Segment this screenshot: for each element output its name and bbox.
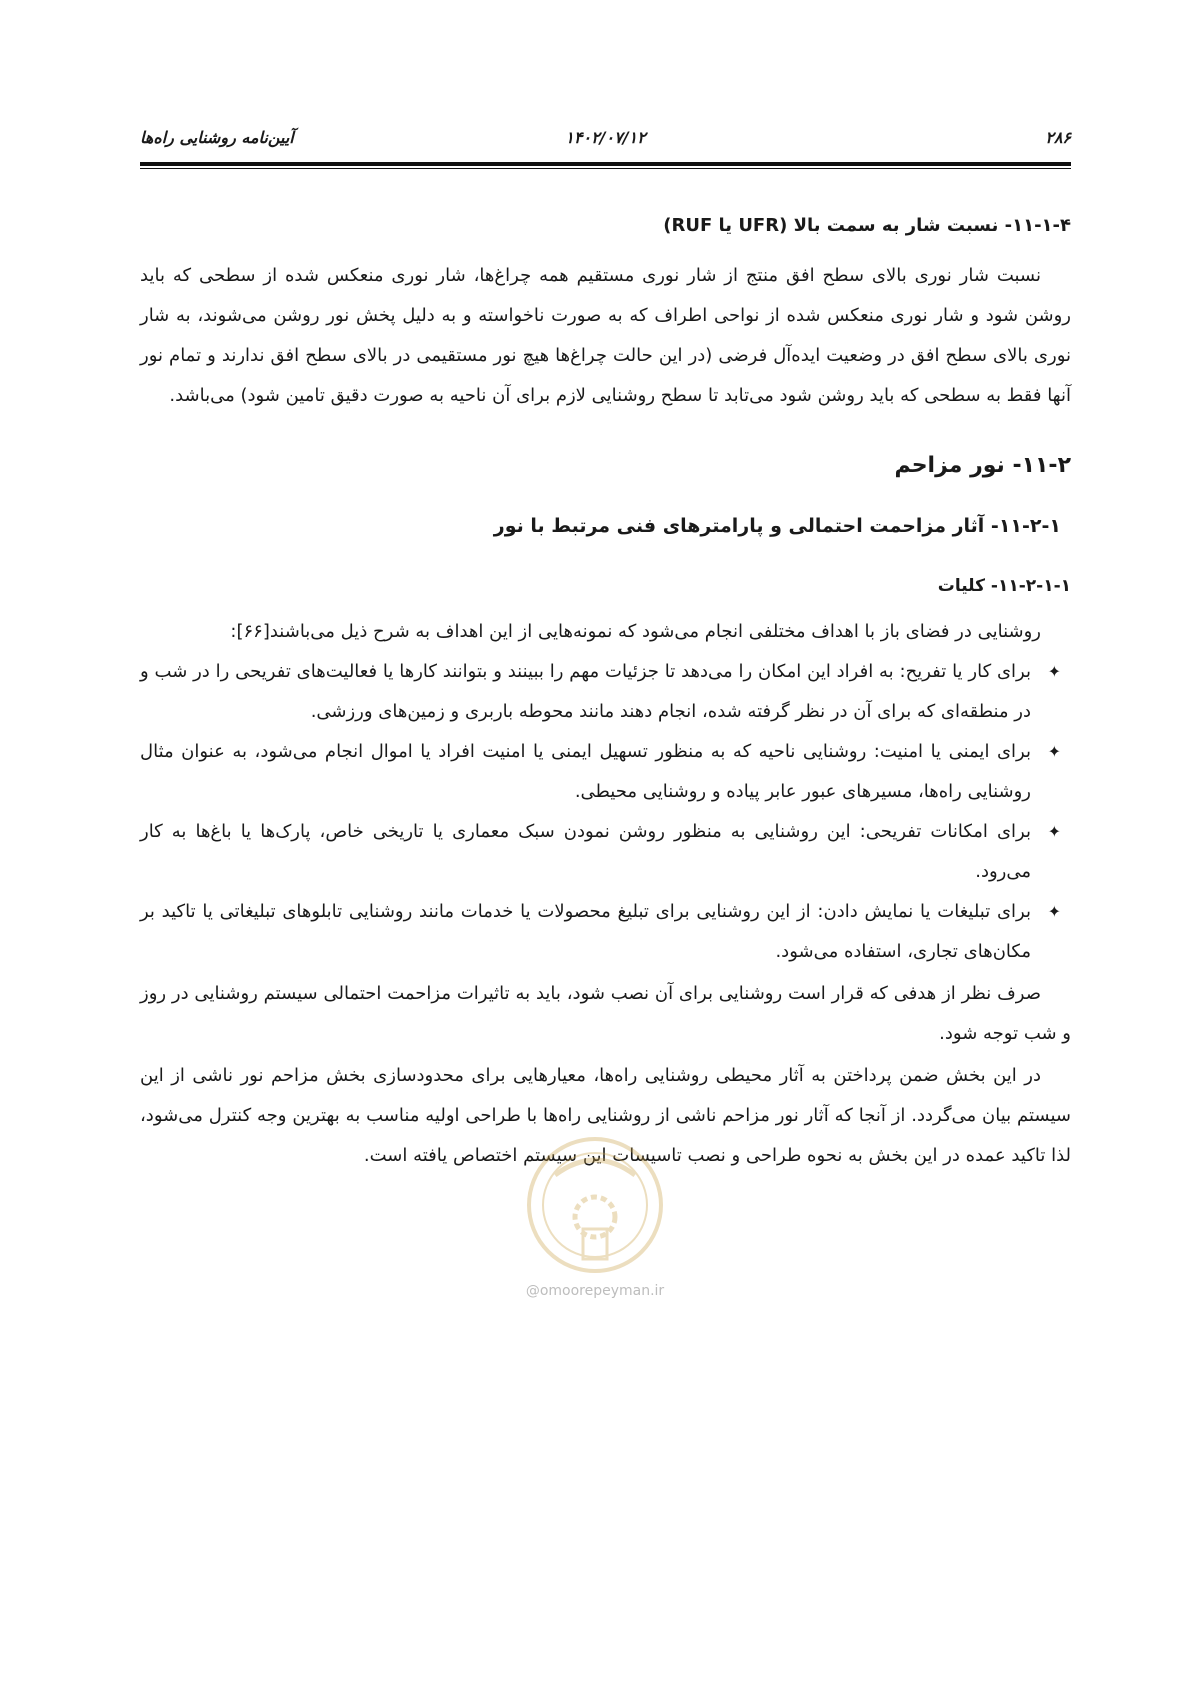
running-header [140,128,1071,154]
star-bullet-icon: ✦ [1047,662,1061,681]
star-bullet-icon: ✦ [1047,742,1061,761]
header-date: ۱۴۰۲/۰۷/۱۲ [565,128,646,147]
heading-11-2: ۱۱-۲- نور مزاحم [894,453,1071,478]
paragraph-intro: روشنایی در فضای باز با اهداف مختلفی انجام می‌شود که نمونه‌هایی از این اهداف به شرح ذیل می‌باشند[۶۶]: [230,621,1041,642]
header-rule-thick [140,162,1071,166]
list-item-text: برای تبلیغات یا نمایش دادن: از این روشنایی برای تبلیغ محصولات یا خدمات مانند روشنایی تابلوهای تبلیغاتی یا تاکید بر مکان‌های تجاری، استفاده می‌شود. [140,901,1031,962]
list-item [140,812,1071,892]
header-title: آیین‌نامه روشنایی راه‌ها [140,128,294,147]
heading-11-1-4: ۱۱-۱-۴- نسبت شار به سمت بالا (UFR یا RUF) [663,215,1071,236]
page-content [140,210,1071,1176]
list-item [140,892,1071,972]
heading-11-2-1-1: ۱۱-۲-۱-۱- کلیات [937,576,1071,596]
header-rule-thin [140,168,1071,169]
paragraph-regardless: صرف نظر از هدفی که قرار است روشنایی برای آن نصب شود، باید به تاثیرات مزاحمت احتمالی سیستم روشنایی در روز و شب توجه شود. [140,983,1071,1044]
watermark-site: @omoorepeyman.ir [525,1283,665,1299]
purpose-list [140,652,1071,972]
paragraph-criteria: در این بخش ضمن پرداختن به آثار محیطی روشنایی راه‌ها، معیارهایی برای محدودسازی بخش مزاحم نور ناشی از این سیستم بیان می‌گردد. از آنجا که آثار نور مزاحم ناشی از روشنایی راه‌ها با طراحی اولیه مناسب به بهترین وجه کنترل می‌شود، لذا تاکید عمده در این بخش به نحوه طراحی و نصب تاسیسات این سیستم اختصاص یافته است. [140,1065,1071,1166]
paragraph-ufr: نسبت شار نوری بالای سطح افق منتج از شار نوری مستقیم همه چراغ‌ها، شار نوری منعکس شده از سطحی که باید روشن شود و شار نوری منعکس شده از نواحی اطراف که به صورت ناخواسته و به دلیل پخش نور روشن می‌شوند، به شار نوری بالای سطح افق در وضعیت ایده‌آل فرضی (در این حالت چراغ‌ها هیچ نور مستقیمی در بالای سطح افق ندارند و تمام نور آنها فقط به سطحی که باید روشن شود می‌تابد تا سطح روشنایی لازم برای آن ناحیه به صورت دقیق تامین شود) می‌باشد. [140,265,1071,406]
list-item [140,732,1071,812]
watermark-seal-icon [505,1125,685,1285]
list-item-text: برای ایمنی یا امنیت: روشنایی ناحیه که به منظور تسهیل ایمنی یا امنیت افراد یا اموال انجام می‌شود، به عنوان مثال روشنایی راه‌ها، مسیرهای عبور عابر پیاده و روشنایی محیطی. [140,741,1031,802]
list-item [140,652,1071,732]
heading-11-2-1: ۱۱-۲-۱- آثار مزاحمت احتمالی و پارامترهای فنی مرتبط با نور [493,515,1061,537]
page-number: ۲۸۶ [1045,128,1071,147]
list-item-text: برای کار یا تفریح: به افراد این امکان را می‌دهد تا جزئیات مهم را ببینند و بتوانند کارها یا فعالیت‌های تفریحی را در شب و در منطقه‌ای که برای آن در نظر گرفته شده، انجام دهند مانند محوطه باربری و زمین‌های ورزشی. [140,661,1031,722]
star-bullet-icon: ✦ [1047,902,1061,921]
list-item-text: برای امکانات تفریحی: این روشنایی به منظور روشن نمودن سبک معماری یا تاریخی خاص، پارک‌ها یا باغ‌ها به کار می‌رود. [140,821,1031,882]
star-bullet-icon: ✦ [1047,822,1061,841]
